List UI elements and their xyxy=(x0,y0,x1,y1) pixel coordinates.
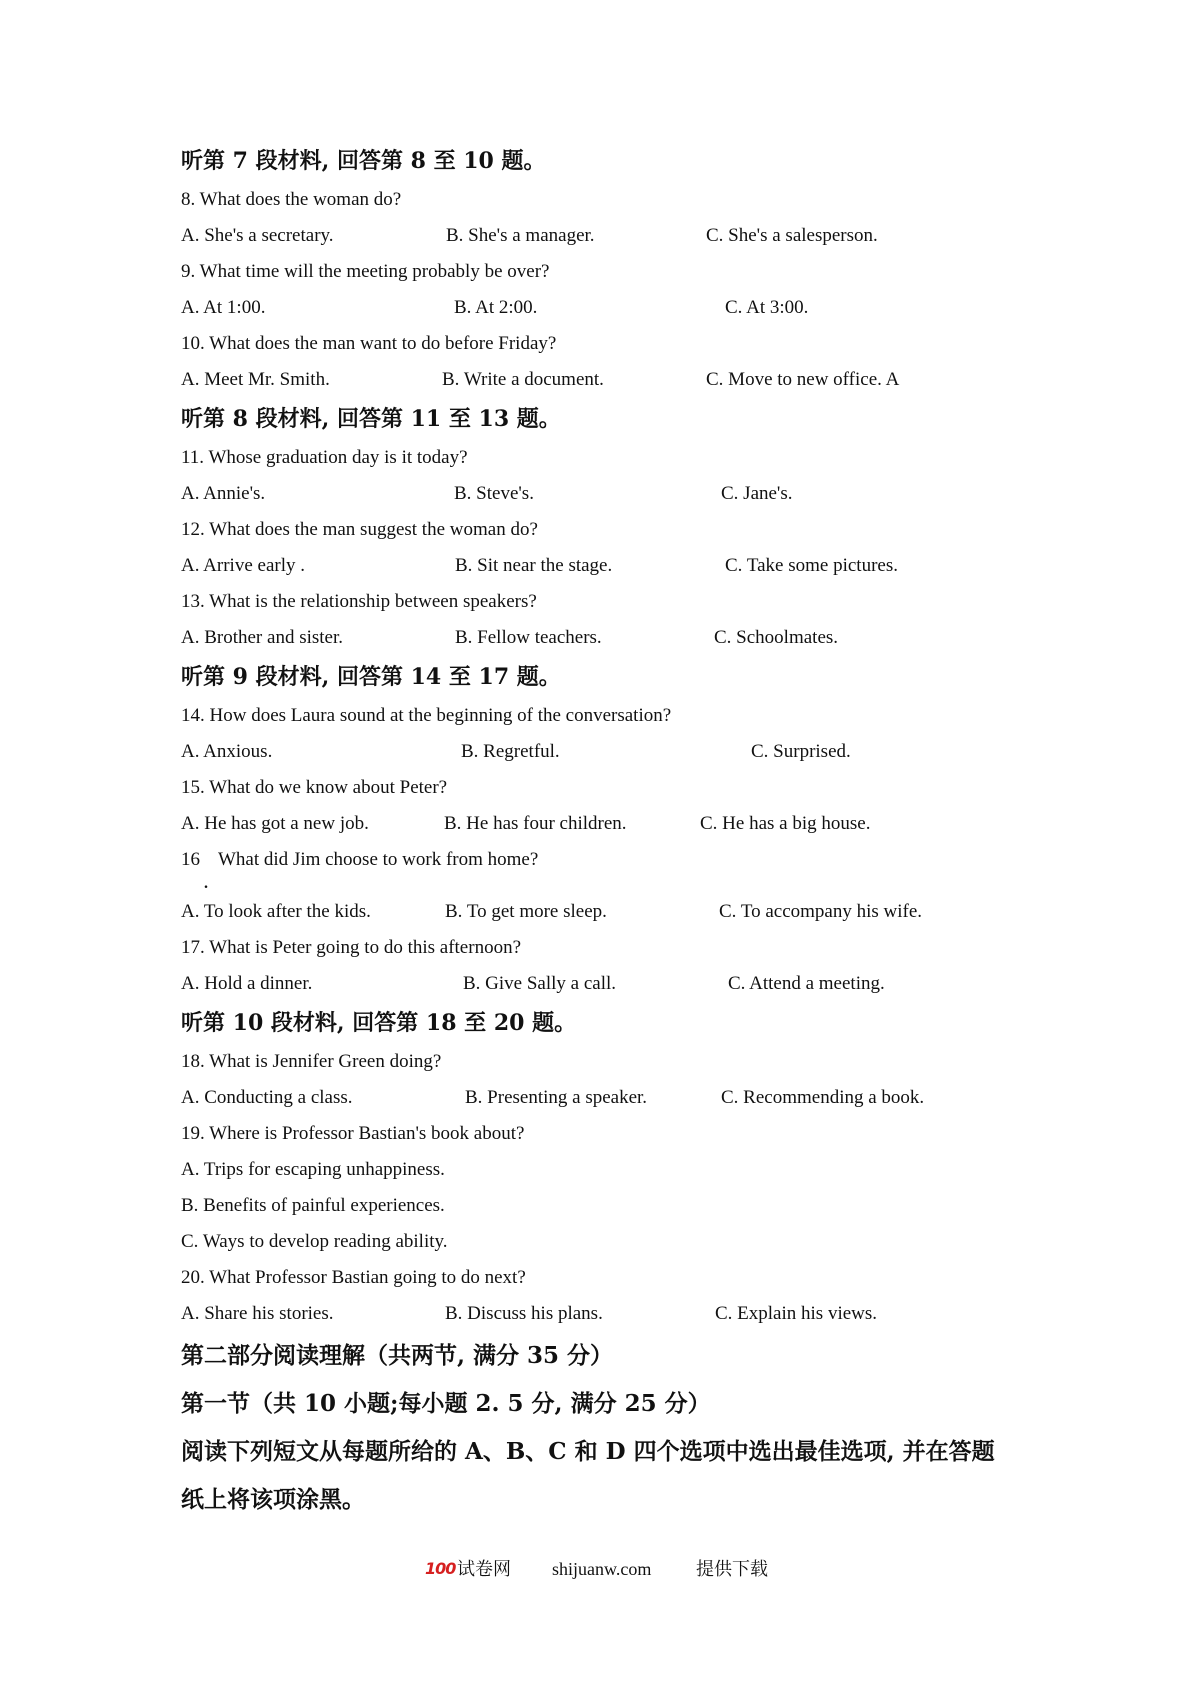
options-row xyxy=(181,290,1061,326)
footer-url: shijuanw.com xyxy=(552,1559,652,1579)
question-number-dot: . xyxy=(204,875,208,892)
question: 20. What Professor Bastian going to do next? xyxy=(181,1267,526,1288)
option-c: C. Ways to develop reading ability. xyxy=(181,1231,448,1252)
question: 15. What do we know about Peter? xyxy=(181,777,448,798)
option-a: A. At 1:00. xyxy=(181,297,266,318)
option-c: C. Recommending a book. xyxy=(721,1087,925,1108)
option-b: B. Give Sally a call. xyxy=(463,973,617,994)
option-a: A. She's a secretary. xyxy=(181,225,334,246)
option-a: A. Arrive early . xyxy=(181,555,305,576)
option-b: B. Discuss his plans. xyxy=(445,1303,603,1324)
option-c: C. He has a big house. xyxy=(700,813,871,834)
options-row xyxy=(181,218,1061,254)
option-c: C. Take some pictures. xyxy=(725,555,898,576)
options-row xyxy=(181,476,1061,512)
option-c: C. At 3:00. xyxy=(725,297,809,318)
question-number: 16 xyxy=(181,849,200,870)
instruction-line-2: 纸上将该项涂黑。 xyxy=(181,1486,365,1513)
option-b: B. He has four children. xyxy=(444,813,627,834)
instruction-line-1: 阅读下列短文从每题所给的 A、B、C 和 D 四个选项中选出最佳选项, 并在答题 xyxy=(181,1438,995,1465)
option-b: B. Fellow teachers. xyxy=(455,627,602,648)
option-c: C. Attend a meeting. xyxy=(728,973,885,994)
option-a: A. Brother and sister. xyxy=(181,627,344,648)
options-row xyxy=(181,806,1061,842)
option-a: A. Conducting a class. xyxy=(181,1087,353,1108)
page-content xyxy=(181,140,1061,1524)
question: 8. What does the woman do? xyxy=(181,189,402,210)
page-footer xyxy=(0,1553,1191,1585)
question: 14. How does Laura sound at the beginning of the conversation? xyxy=(181,705,672,726)
option-b: B. Write a document. xyxy=(442,369,604,390)
logo-100-icon: 100 xyxy=(425,1559,456,1578)
question: 9. What time will the meeting probably be over? xyxy=(181,261,550,282)
option-b: B. Sit near the stage. xyxy=(455,555,613,576)
option-c: C. To accompany his wife. xyxy=(719,901,923,922)
options-row xyxy=(181,1080,1061,1116)
option-a: A. Share his stories. xyxy=(181,1303,334,1324)
options-row xyxy=(181,894,1061,930)
option-a: A. Meet Mr. Smith. xyxy=(181,369,330,390)
question: 13. What is the relationship between speakers? xyxy=(181,591,537,612)
question-text: What did Jim choose to work from home? xyxy=(218,849,539,870)
options-row xyxy=(181,548,1061,584)
option-b: B. Regretful. xyxy=(461,741,560,762)
option-b: B. To get more sleep. xyxy=(445,901,607,922)
question: 12. What does the man suggest the woman do? xyxy=(181,519,538,540)
section-title: 第一节（共 10 小题;每小题 2. 5 分, 满分 25 分） xyxy=(181,1390,711,1417)
question: 17. What is Peter going to do this afternoon? xyxy=(181,937,522,958)
section-heading: 听第 10 段材料, 回答第 18 至 20 题。 xyxy=(181,1010,577,1036)
question: 11. Whose graduation day is it today? xyxy=(181,447,468,468)
option-a: A. Hold a dinner. xyxy=(181,973,313,994)
options-row xyxy=(181,620,1061,656)
option-c: C. Explain his views. xyxy=(715,1303,878,1324)
option-c: C. Surprised. xyxy=(751,741,851,762)
question: 19. Where is Professor Bastian's book about? xyxy=(181,1123,525,1144)
option-b: B. At 2:00. xyxy=(454,297,538,318)
option-b: B. She's a manager. xyxy=(446,225,595,246)
footer-note: 提供下载 xyxy=(696,1559,768,1579)
section-heading: 听第 9 段材料, 回答第 14 至 17 题。 xyxy=(181,664,561,690)
part-title: 第二部分阅读理解（共两节, 满分 35 分） xyxy=(181,1342,614,1369)
options-row xyxy=(181,966,1061,1002)
option-b: B. Steve's. xyxy=(454,483,534,504)
options-row xyxy=(181,734,1061,770)
option-a: A. Annie's. xyxy=(181,483,266,504)
option-a: A. Anxious. xyxy=(181,741,273,762)
options-row xyxy=(181,1296,1061,1332)
question: 10. What does the man want to do before Friday? xyxy=(181,333,557,354)
option-a: A. To look after the kids. xyxy=(181,901,371,922)
section-heading: 听第 7 段材料, 回答第 8 至 10 题。 xyxy=(181,148,546,174)
options-row xyxy=(181,362,1061,398)
option-a: A. Trips for escaping unhappiness. xyxy=(181,1159,445,1180)
option-b: B. Presenting a speaker. xyxy=(465,1087,648,1108)
section-heading: 听第 8 段材料, 回答第 11 至 13 题。 xyxy=(181,406,561,432)
footer-site-name: 试卷网 xyxy=(457,1559,511,1579)
question: 18. What is Jennifer Green doing? xyxy=(181,1051,442,1072)
option-a: A. He has got a new job. xyxy=(181,813,369,834)
option-c: C. Jane's. xyxy=(721,483,793,504)
option-c: C. She's a salesperson. xyxy=(706,225,878,246)
option-c: C. Schoolmates. xyxy=(714,627,839,648)
option-c: C. Move to new office. A xyxy=(706,369,900,390)
option-b: B. Benefits of painful experiences. xyxy=(181,1195,445,1216)
question xyxy=(181,842,1061,894)
